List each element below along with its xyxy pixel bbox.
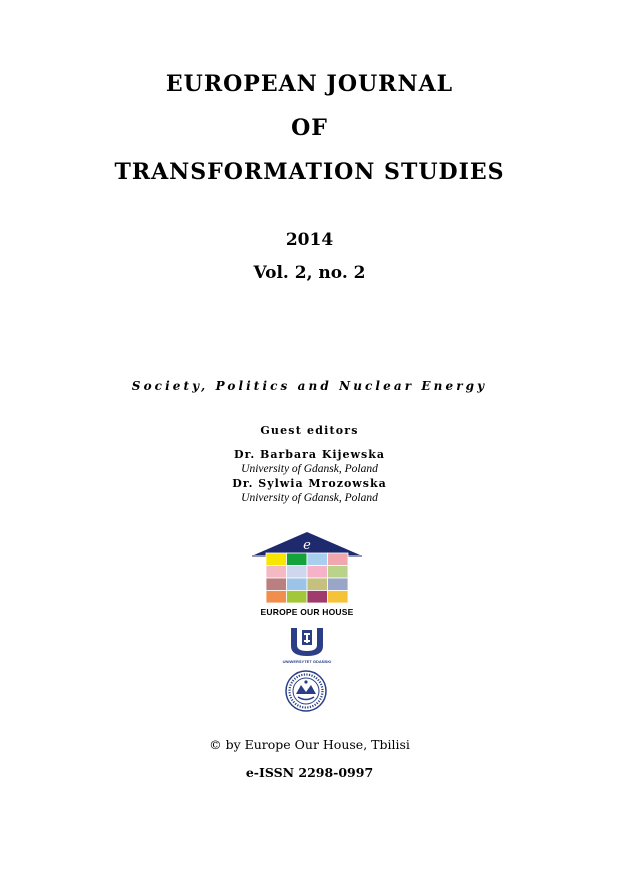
copyright-notice: © by Europe Our House, Tbilisi bbox=[209, 737, 410, 752]
grid-cell bbox=[287, 553, 308, 566]
journal-year: 2014 bbox=[285, 230, 334, 250]
editor-name: Dr. Barbara Kijewska bbox=[234, 448, 385, 461]
grid-cell bbox=[307, 566, 328, 579]
issue-theme: Society, Politics and Nuclear Energy bbox=[131, 379, 488, 393]
journal-title-line-1: EUROPEAN JOURNAL bbox=[165, 71, 454, 97]
seal-icon bbox=[284, 669, 328, 713]
grid-cell bbox=[328, 566, 349, 579]
issn-number: e-ISSN 2298-0997 bbox=[245, 765, 374, 780]
university-gdansk-caption: UNIWERSYTET GDAŃSKI bbox=[282, 659, 332, 664]
grid-cell bbox=[266, 591, 287, 604]
grid-cell bbox=[307, 578, 328, 591]
house-icon bbox=[252, 531, 362, 619]
journal-volume: Vol. 2, no. 2 bbox=[253, 263, 366, 283]
grid-cell bbox=[266, 553, 287, 566]
europe-our-house-logo bbox=[252, 531, 362, 619]
grid-cell bbox=[287, 591, 308, 604]
grid-cell bbox=[307, 591, 328, 604]
grid-cell bbox=[266, 578, 287, 591]
grid-cell bbox=[287, 578, 308, 591]
editor-affiliation: University of Gdansk, Poland bbox=[241, 492, 378, 504]
journal-title-line-3: TRANSFORMATION STUDIES bbox=[114, 159, 505, 185]
grid-cell bbox=[307, 553, 328, 566]
journal-title-line-2: OF bbox=[291, 115, 328, 141]
grid-cell bbox=[328, 591, 349, 604]
editor-name: Dr. Sylwia Mrozowska bbox=[232, 477, 387, 490]
grid-cell bbox=[287, 566, 308, 579]
university-emblem-icon bbox=[279, 625, 335, 665]
grid-cell bbox=[328, 578, 349, 591]
editor-affiliation: University of Gdansk, Poland bbox=[241, 463, 378, 475]
seal-logo bbox=[284, 669, 328, 713]
grid-cell bbox=[328, 553, 349, 566]
roof-letter: e bbox=[303, 538, 311, 553]
guest-editors-label: Guest editors bbox=[260, 424, 359, 437]
color-grid bbox=[266, 553, 348, 603]
grid-cell bbox=[266, 566, 287, 579]
university-gdansk-logo bbox=[279, 625, 335, 665]
europe-our-house-caption: EUROPE OUR HOUSE bbox=[260, 607, 354, 617]
